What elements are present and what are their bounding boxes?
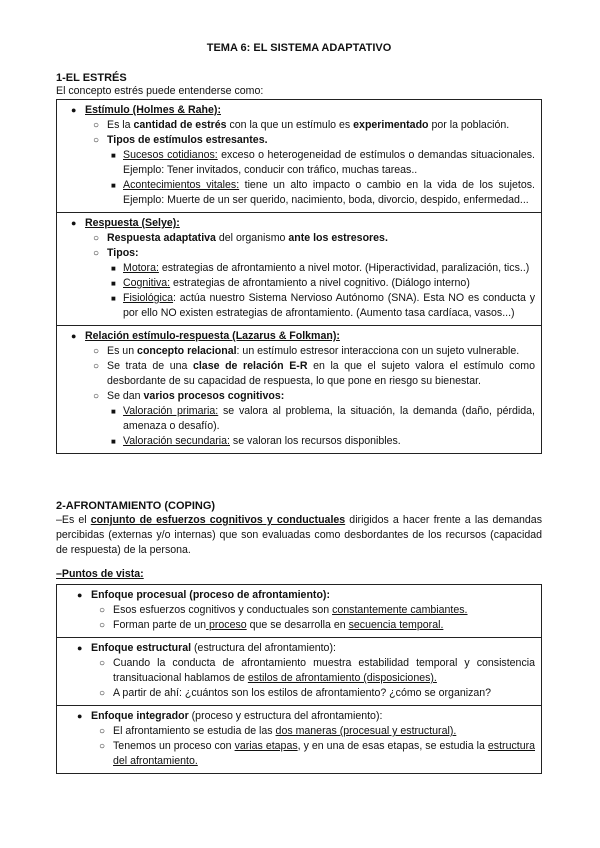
list-item: ■ Valoración secundaria: se valoran los recursos disponibles. xyxy=(111,435,401,447)
list-item: ○ Tipos: xyxy=(93,247,139,259)
respuesta-block xyxy=(57,213,541,326)
afrontamiento-box xyxy=(56,584,542,774)
square-marker: ■ xyxy=(111,407,116,416)
circle-marker: ○ xyxy=(99,658,106,669)
list-item xyxy=(67,216,535,231)
list-item: ○ Tipos de estímulos estresantes. xyxy=(93,134,268,146)
list-item xyxy=(67,329,535,344)
square-marker: ■ xyxy=(111,181,116,190)
circle-marker: ○ xyxy=(93,248,100,259)
circle-marker: ○ xyxy=(93,233,100,244)
circle-marker: ○ xyxy=(99,620,106,631)
list-item: ○ Es la cantidad de estrés con la que un estímulo es experimentado por la población. xyxy=(93,119,510,131)
estimulo-title: Estímulo (Holmes & Rahe): xyxy=(85,104,221,116)
list-item: ● Enfoque estructural (estructura del afrontamiento): xyxy=(77,642,336,654)
document-title: TEMA 6: EL SISTEMA ADAPTATIVO xyxy=(206,42,392,54)
bullet-marker: ● xyxy=(77,711,83,721)
circle-marker: ○ xyxy=(93,361,100,372)
list-item: ■ Valoración primaria: se valora al problema, la situación, la demanda (daño, pérdida, amenaza o desafío). xyxy=(111,405,536,432)
relacion-block xyxy=(57,326,541,453)
circle-marker: ○ xyxy=(93,346,100,357)
list-item xyxy=(67,103,535,118)
list-item: ○ Forman parte de un proceso que se desarrolla en secuencia temporal. xyxy=(99,619,444,631)
section-intro: El concepto estrés puede entenderse como: xyxy=(56,85,264,97)
square-marker: ■ xyxy=(111,437,116,446)
estructural-block xyxy=(57,638,541,706)
list-item: ○ El afrontamiento se estudia de las dos maneras (procesual y estructural). xyxy=(99,725,457,737)
bullet-marker: ● xyxy=(71,331,77,341)
bullet-marker: ● xyxy=(71,218,77,228)
list-item: ● Enfoque integrador (proceso y estructura del afrontamiento): xyxy=(77,710,383,722)
afrontamiento-definition: –Es el conjunto de esfuerzos cognitivos y conductuales dirigidos a hacer frente a las demandas percibidas (externas y/o internas) que son evaluadas como desbordantes de los recursos (capacidad de respuesta) de la persona. xyxy=(56,514,542,556)
section-heading: 2-AFRONTAMIENTO (COPING) xyxy=(56,500,216,512)
circle-marker: ○ xyxy=(93,135,100,146)
list-item: ■ Motora: estrategias de afrontamiento a nivel motor. (Hiperactividad, paralización, tics..) xyxy=(111,262,530,274)
circle-marker: ○ xyxy=(99,741,106,752)
estimulo-block xyxy=(57,100,541,213)
puntos-de-vista-label: –Puntos de vista: xyxy=(56,568,144,580)
square-marker: ■ xyxy=(111,151,116,160)
section-heading: 1-EL ESTRÉS xyxy=(56,72,127,84)
square-marker: ■ xyxy=(111,264,116,273)
list-item: ■ Cognitiva: estrategias de afrontamiento a nivel cognitivo. (Diálogo interno) xyxy=(111,277,470,289)
bullet-marker: ● xyxy=(77,590,83,600)
list-item: ○ Tenemos un proceso con varias etapas, y en una de esas etapas, se estudia la estructura del afrontamiento. xyxy=(99,740,536,767)
list-item: ■ Acontecimientos vitales: tiene un alto impacto o cambio en la vida de los sujetos. Ejemplo: Muerte de un ser querido, nacimiento, boda, divorcio, despido, enfermedad... xyxy=(111,179,536,206)
circle-marker: ○ xyxy=(99,605,106,616)
section-afrontamiento xyxy=(56,500,542,774)
square-marker: ■ xyxy=(111,294,116,303)
estres-box xyxy=(56,99,542,454)
bullet-marker: ● xyxy=(77,643,83,653)
relacion-title: Relación estímulo-respuesta (Lazarus & Folkman): xyxy=(85,330,340,342)
circle-marker: ○ xyxy=(93,120,100,131)
list-item: ● Enfoque procesual (proceso de afrontamiento): xyxy=(77,589,330,601)
circle-marker: ○ xyxy=(93,391,100,402)
list-item: ○ A partir de ahí: ¿cuántos son los estilos de afrontamiento? ¿cómo se organizan? xyxy=(99,687,492,699)
respuesta-title: Respuesta (Selye): xyxy=(85,217,180,229)
list-item: ○ Se dan varios procesos cognitivos: xyxy=(93,390,285,402)
list-item: ■ Sucesos cotidianos: exceso o heterogeneidad de estímulos o demandas situacionales. Ejemplo: Tener invitados, conducir con tráfico, muchas tareas.. xyxy=(111,149,535,176)
list-item: ○ Respuesta adaptativa del organismo ante los estresores. xyxy=(93,232,388,244)
circle-marker: ○ xyxy=(99,726,106,737)
procesual-block xyxy=(57,585,541,638)
list-item: ○ Esos esfuerzos cognitivos y conductuales son constantemente cambiantes. xyxy=(99,604,468,616)
list-item: ○ Es un concepto relacional: un estímulo estresor interacciona con un sujeto vulnerable. xyxy=(93,345,520,357)
section-estres xyxy=(56,72,542,454)
list-item: ○ Se trata de una clase de relación E-R en la que el sujeto valora el estímulo como desbordante de su capacidad de respuesta, lo que pone en riesgo su bienestar. xyxy=(93,360,536,387)
circle-marker: ○ xyxy=(99,688,106,699)
bullet-marker: ● xyxy=(71,105,77,115)
list-item: ○ Cuando la conducta de afrontamiento muestra estabilidad temporal y consistencia transituacional hablamos de estilos de afrontamiento (disposiciones). xyxy=(99,657,535,684)
list-item: ■ Fisiológica: actúa nuestro Sistema Nervioso Autónomo (SNA). Esta NO es conducta y por ello NO existen estrategias de afrontamiento. (Aumento tasa cardíaca, vasos...) xyxy=(111,292,535,319)
integrador-block xyxy=(57,706,541,773)
square-marker: ■ xyxy=(111,279,116,288)
